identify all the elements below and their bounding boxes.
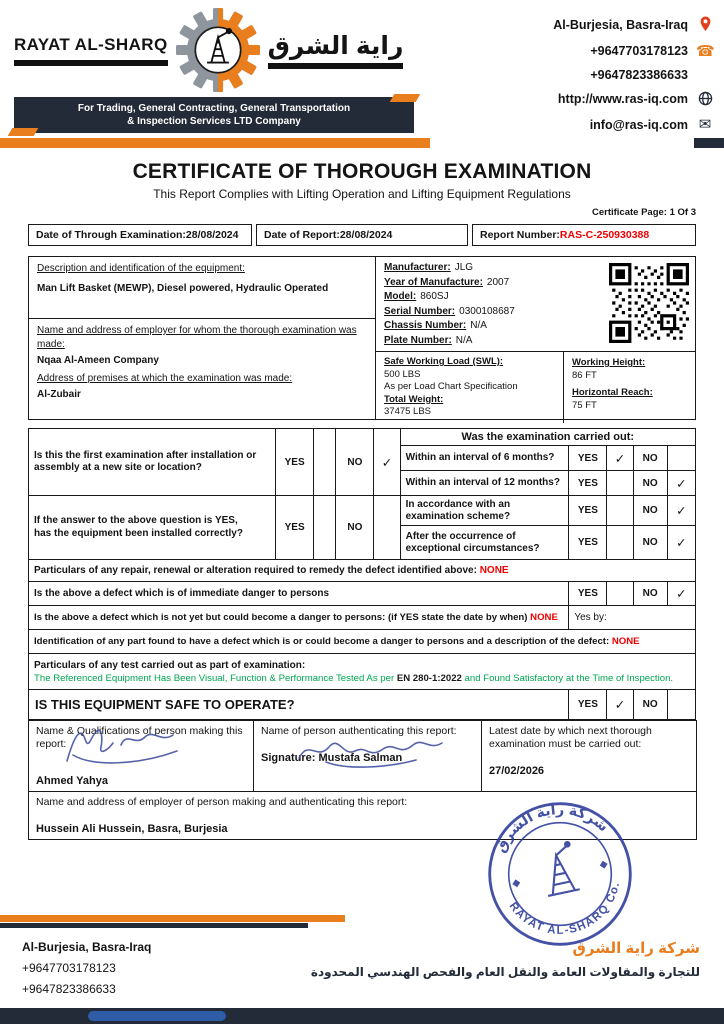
next-exam-label: Latest date by which next thorough examination must be carried out: bbox=[489, 725, 652, 750]
equipment-left-column bbox=[29, 257, 376, 419]
page-subtitle: This Report Complies with Lifting Operation and Lifting Equipment Regulations bbox=[153, 187, 571, 201]
q2-yes-cell: YES bbox=[276, 496, 314, 560]
spec-row: Plate Number: N/A bbox=[384, 334, 473, 346]
divider-dark-block bbox=[694, 138, 724, 148]
safe-no-check-cell bbox=[667, 690, 695, 720]
contact-phone2 bbox=[590, 68, 714, 82]
safe-yes-check-cell: ✓ bbox=[607, 690, 633, 720]
q2-line1: If the answer to the above question is YES, bbox=[34, 515, 238, 526]
contact-email bbox=[590, 117, 714, 132]
scheme-question: In accordance with an examination scheme? bbox=[400, 496, 569, 526]
not-yet-danger-question bbox=[29, 606, 569, 630]
stamp-arabic-text: شركة راية الشرق bbox=[492, 802, 612, 856]
qr-code bbox=[609, 263, 689, 343]
reach-value: 75 FT bbox=[572, 400, 597, 411]
stamp-english-text: RAYAT AL-SHARQ Co. bbox=[506, 880, 623, 937]
footer-content bbox=[0, 928, 724, 1008]
spec-row: Chassis Number: N/A bbox=[384, 320, 487, 332]
report-number-value: RAS-C-250930388 bbox=[559, 229, 650, 241]
height-value: 86 FT bbox=[572, 370, 597, 381]
weight-value: 37475 LBS bbox=[384, 406, 432, 418]
equipment-description-cell bbox=[29, 257, 375, 319]
report-date-label: Date of Report: bbox=[264, 229, 340, 241]
q2-no-check-cell bbox=[374, 496, 400, 560]
swl-note: As per Load Chart Specification bbox=[384, 381, 518, 393]
scheme-no-check-cell: ✓ bbox=[667, 496, 695, 526]
load-data-row bbox=[376, 352, 695, 423]
immediate-no-check-cell: ✓ bbox=[667, 582, 695, 606]
phone2-text: +9647823386633 bbox=[590, 67, 688, 82]
exceptional-yes-cell: YES bbox=[569, 526, 607, 560]
safe-to-operate-question: IS THIS EQUIPMENT SAFE TO OPERATE? bbox=[29, 690, 569, 720]
reach-label: Horizontal Reach: bbox=[572, 387, 653, 398]
immediate-yes-check-cell bbox=[607, 582, 633, 606]
scheme-yes-check-cell bbox=[607, 496, 633, 526]
test-result-pre: The Referenced Equipment Has Been Visual, Function & Performance Tested As per bbox=[34, 672, 397, 684]
carried-out-header: Was the examination carried out: bbox=[400, 429, 695, 446]
page-title: CERTIFICATE OF THOROUGH EXAMINATION bbox=[132, 160, 592, 183]
contact-phone1 bbox=[590, 44, 714, 59]
contact-address bbox=[553, 16, 714, 35]
premises-label: Address of premises at which the examination was made: bbox=[37, 373, 293, 384]
immediate-yes-cell: YES bbox=[569, 582, 607, 606]
contact-website bbox=[558, 91, 714, 109]
phone-icon: ☎ bbox=[696, 42, 715, 60]
report-date-value: 28/08/2024 bbox=[339, 229, 393, 241]
equipment-specs-cell bbox=[376, 257, 695, 352]
location-pin-icon bbox=[696, 16, 714, 35]
spec-row: Manufacturer: JLG bbox=[384, 262, 474, 273]
footer bbox=[0, 915, 724, 1024]
yes-by-cell: Yes by: bbox=[569, 606, 696, 630]
certificate-page-note: Certificate Page: 1 Of 3 bbox=[591, 207, 696, 218]
weight-label: Total Weight: bbox=[384, 393, 444, 405]
height-label: Working Height: bbox=[572, 357, 646, 368]
footer-contact-block bbox=[22, 937, 151, 1000]
interval6-no-cell: NO bbox=[633, 446, 667, 471]
q1-no-check-cell: ✓ bbox=[374, 429, 400, 496]
exam-date-cell bbox=[28, 224, 252, 246]
company-tagline bbox=[14, 97, 414, 133]
employer-value: Nqaa Al-Ameen Company bbox=[37, 355, 159, 366]
brand-block bbox=[14, 8, 444, 133]
reach-cell bbox=[564, 352, 695, 423]
report-employer-label: Name and address of employer of person making and authenticating this report: bbox=[36, 796, 408, 808]
website-text: http://www.ras-iq.com bbox=[557, 92, 688, 107]
notyet-label: Is the above a defect which is not yet but could become a danger to persons: (if YES state the date by when) bbox=[34, 612, 531, 623]
interval12-no-cell: NO bbox=[633, 471, 667, 496]
maker-name: Ahmed Yahya bbox=[36, 775, 108, 787]
test-particulars-row bbox=[29, 654, 696, 690]
maker-label: Name & Qualifications of person making this report: bbox=[36, 725, 243, 750]
question-installed-correctly bbox=[29, 496, 276, 560]
report-date-cell bbox=[256, 224, 468, 246]
footer-tagline-arabic: للتجارة والمقاولات العامة والنقل العام والفحص الهندسي المحدودة bbox=[310, 965, 700, 979]
authenticator-cell bbox=[254, 721, 482, 792]
authenticator-name: Mustafa Salman bbox=[318, 752, 403, 764]
spec-row: Model: 860SJ bbox=[384, 291, 449, 303]
repair-value: NONE bbox=[479, 565, 509, 576]
spec-row: Serial Number: 0300108687 bbox=[384, 305, 515, 317]
equipment-right-column bbox=[376, 257, 695, 419]
authenticator-signature-line bbox=[261, 752, 474, 764]
signature-label: Signature: bbox=[261, 752, 316, 764]
interval6-no-check-cell bbox=[667, 446, 695, 471]
safe-yes-cell: YES bbox=[569, 690, 607, 720]
scheme-no-cell: NO bbox=[633, 496, 667, 526]
test-result-post: and Found Satisfactory at the Time of Inspection. bbox=[461, 672, 674, 684]
divider-orange-bar bbox=[0, 138, 430, 148]
equipment-box bbox=[28, 256, 696, 420]
interval6-yes-cell: YES bbox=[569, 446, 607, 471]
identification-value: NONE bbox=[611, 636, 640, 647]
tagline-line2: & Inspection Services LTD Company bbox=[127, 116, 301, 127]
gear-oil-derrick-logo bbox=[176, 8, 260, 92]
q2-line2: has the equipment been installed correctly? bbox=[34, 527, 243, 539]
identification-label: Identification of any part found to have a defect which is or could become a danger to persons and a description of the defect: bbox=[34, 636, 612, 647]
q1-yes-check-cell bbox=[314, 429, 336, 496]
swl-value: 500 LBS bbox=[384, 368, 421, 380]
test-result-line bbox=[34, 673, 690, 684]
authenticator-label: Name of person authenticating this report: bbox=[261, 725, 457, 737]
maker-cell bbox=[29, 721, 254, 792]
exam-date-value: 28/08/2024 bbox=[185, 229, 239, 241]
exceptional-question: After the occurrence of exceptional circumstances? bbox=[400, 526, 569, 560]
footer-phone1: +9647703178123 bbox=[22, 961, 116, 975]
description-label: Description and identification of the equipment: bbox=[37, 263, 245, 274]
exceptional-no-cell: NO bbox=[633, 526, 667, 560]
svg-text:شركة راية الشرق bbox=[486, 798, 613, 858]
identification-row bbox=[29, 630, 696, 654]
interval12-yes-check-cell bbox=[607, 471, 633, 496]
logo-row bbox=[14, 8, 444, 92]
q1-yes-cell: YES bbox=[276, 429, 314, 496]
q2-yes-check-cell bbox=[314, 496, 336, 560]
interval-12-question: Within an interval of 12 months? bbox=[400, 471, 569, 496]
test-standard: EN 280-1:2022 bbox=[396, 672, 462, 684]
footer-arabic-block bbox=[311, 937, 700, 1000]
interval12-no-check-cell: ✓ bbox=[667, 471, 695, 496]
company-name-en: RAYAT AL-SHARQ bbox=[14, 35, 168, 66]
q1-no-cell: NO bbox=[336, 429, 374, 496]
exceptional-no-check-cell: ✓ bbox=[667, 526, 695, 560]
phone1-text: +9647703178123 bbox=[590, 44, 688, 58]
test-label: Particulars of any test carried out as part of examination: bbox=[34, 659, 306, 671]
premises-value: Al-Zubair bbox=[37, 389, 81, 400]
footer-phone2: +9647823386633 bbox=[22, 982, 116, 996]
repair-label: Particulars of any repair, renewal or alteration required to remedy the defect identified above: bbox=[34, 565, 480, 576]
swl-label: Safe Working Load (SWL): bbox=[384, 356, 504, 367]
address-text: Al-Burjesia, Basra-Iraq bbox=[553, 18, 688, 33]
report-number-cell bbox=[472, 224, 696, 246]
swl-cell bbox=[376, 352, 564, 423]
header bbox=[0, 0, 724, 133]
examination-table bbox=[28, 428, 696, 720]
employer-label: Name and address of employer for whom the thorough examination was made: bbox=[37, 325, 357, 350]
description-value: Man Lift Basket (MEWP), Diesel powered, Hydraulic Operated bbox=[37, 283, 329, 294]
interval-6-question: Within an interval of 6 months? bbox=[400, 446, 569, 471]
scheme-yes-cell: YES bbox=[569, 496, 607, 526]
notyet-value: NONE bbox=[530, 612, 558, 623]
interval6-yes-check-cell: ✓ bbox=[607, 446, 633, 471]
question-first-exam: Is this the first examination after installation or assembly at a new site or location? bbox=[29, 429, 276, 496]
footer-blue-segment bbox=[88, 1011, 226, 1021]
next-exam-cell bbox=[482, 721, 697, 792]
contact-block bbox=[553, 8, 714, 133]
date-row bbox=[28, 224, 696, 246]
safe-no-cell: NO bbox=[633, 690, 667, 720]
tagline-line1: For Trading, General Contracting, General Transportation bbox=[77, 103, 351, 114]
envelope-icon: ✉ bbox=[698, 116, 712, 133]
header-divider bbox=[0, 138, 724, 148]
repair-particulars-row bbox=[29, 560, 696, 582]
company-name-ar: راية الشرق bbox=[268, 31, 404, 69]
email-text: info@ras-iq.com bbox=[589, 117, 688, 132]
exam-date-label: Date of Through Examination: bbox=[36, 229, 186, 241]
interval12-yes-cell: YES bbox=[569, 471, 607, 496]
q2-no-cell: NO bbox=[336, 496, 374, 560]
exceptional-yes-check-cell bbox=[607, 526, 633, 560]
globe-icon bbox=[696, 91, 714, 109]
stamp-derrick-icon bbox=[538, 841, 580, 895]
immediate-danger-question: Is the above a defect which is of immediate danger to persons bbox=[29, 582, 569, 606]
employer-premises-cell bbox=[29, 319, 375, 419]
footer-address: Al-Burjesia, Basra-Iraq bbox=[22, 940, 152, 954]
footer-bottom-bar bbox=[0, 1008, 724, 1024]
spec-row: Year of Manufacture: 2007 bbox=[384, 276, 510, 288]
report-employer-value: Hussein Ali Hussein, Basra, Burjesia bbox=[36, 823, 228, 835]
immediate-no-cell: NO bbox=[633, 582, 667, 606]
footer-company-arabic: شركة راية الشرق bbox=[572, 940, 700, 957]
footer-orange-bar bbox=[0, 915, 345, 922]
report-number-label: Report Number: bbox=[480, 229, 560, 241]
next-exam-date: 27/02/2026 bbox=[489, 765, 545, 777]
